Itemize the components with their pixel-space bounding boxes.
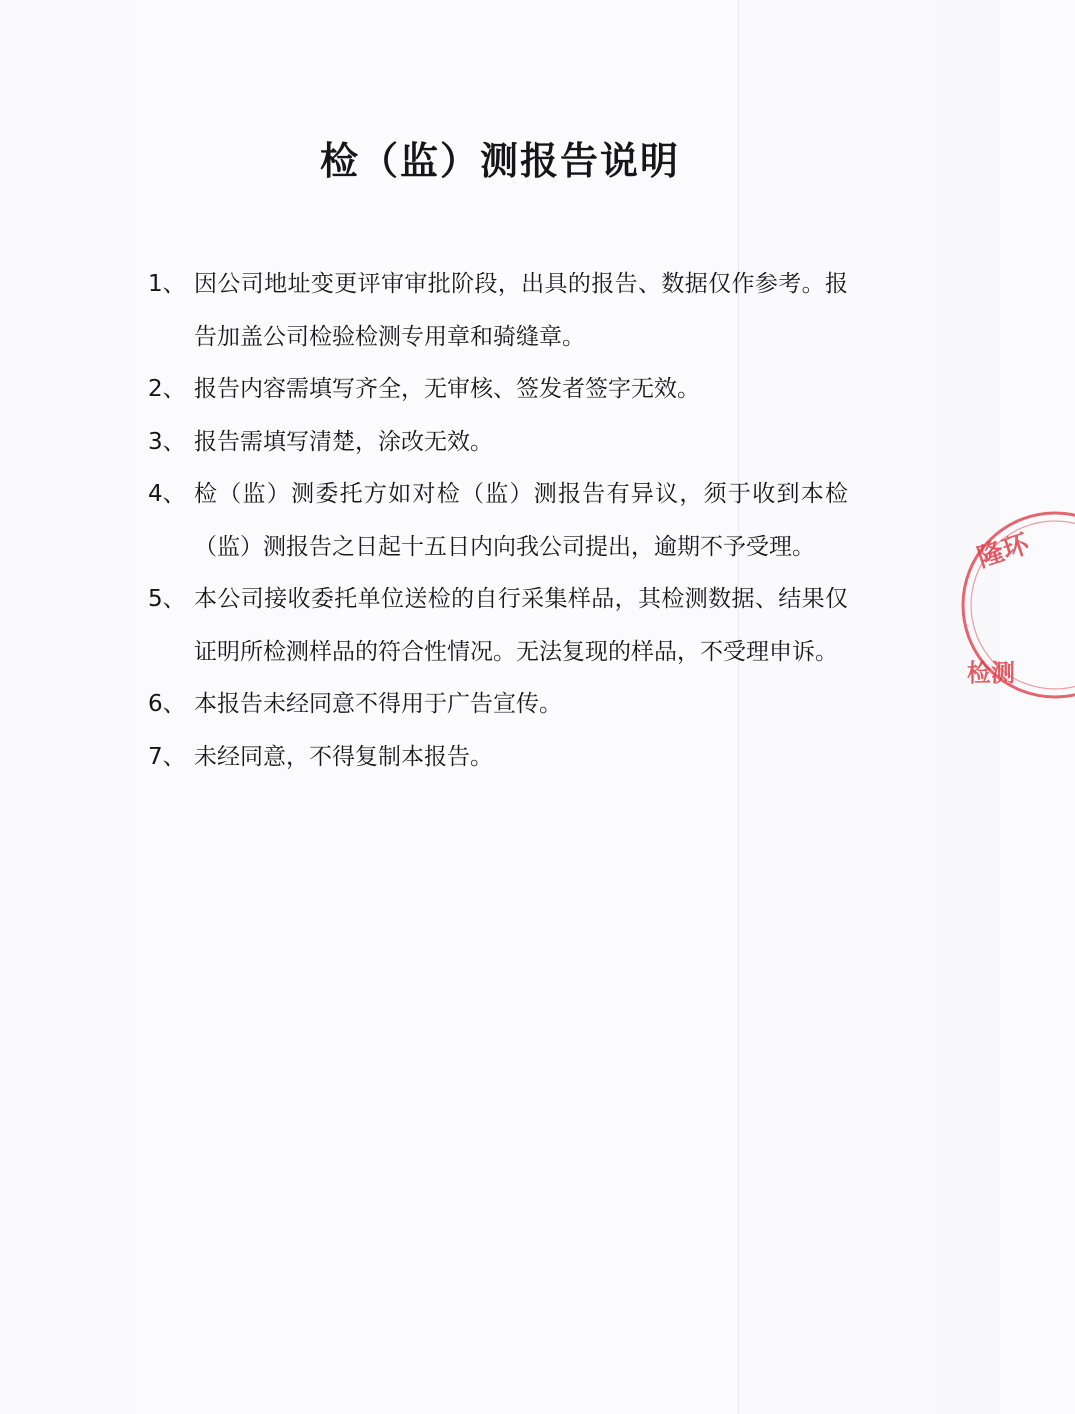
item-text: 本公司接收委托单位送检的自行采集样品，其检测数据、结果仅证明所检测样品的符合性情况。无法复现的样品，不受理申诉。 [194, 586, 848, 665]
item-text: 因公司地址变更评审审批阶段，出具的报告、数据仅作参考。报告加盖公司检验检测专用章和骑缝章。 [194, 271, 848, 350]
document-title: 检（监）测报告说明 [319, 139, 680, 183]
item-number: 5、 [148, 586, 186, 612]
item-number: 7、 [148, 743, 186, 770]
seal-stamp-icon [955, 505, 1033, 705]
item-text: 报告需填写清楚，涂改无效。 [194, 428, 493, 455]
seal-text-bottom: 检测 [967, 659, 1015, 687]
item-number: 6、 [148, 691, 186, 717]
company-seal [955, 505, 1075, 705]
item-number: 3、 [148, 428, 186, 455]
item-text: 未经同意，不得复制本报告。 [194, 743, 493, 770]
seal-text-top: 隆环 [973, 529, 1033, 574]
item-text: 报告内容需填写齐全，无审核、签发者签字无效。 [194, 376, 700, 402]
list-item [148, 416, 848, 469]
list-item [148, 573, 848, 678]
item-number: 1、 [148, 271, 186, 297]
list-item [148, 468, 848, 573]
item-number: 2、 [148, 376, 186, 402]
list-item [148, 363, 848, 416]
item-text: 检（监）测委托方如对检（监）测报告有异议，须于收到本检（监）测报告之日起十五日内向我公司提出，逾期不予受理。 [194, 481, 848, 560]
item-text: 本报告未经同意不得用于广告宣传。 [194, 691, 562, 717]
notice-list [148, 258, 848, 783]
list-item [148, 731, 848, 784]
list-item [148, 678, 848, 731]
item-number: 4、 [148, 481, 186, 507]
list-item [148, 258, 848, 363]
